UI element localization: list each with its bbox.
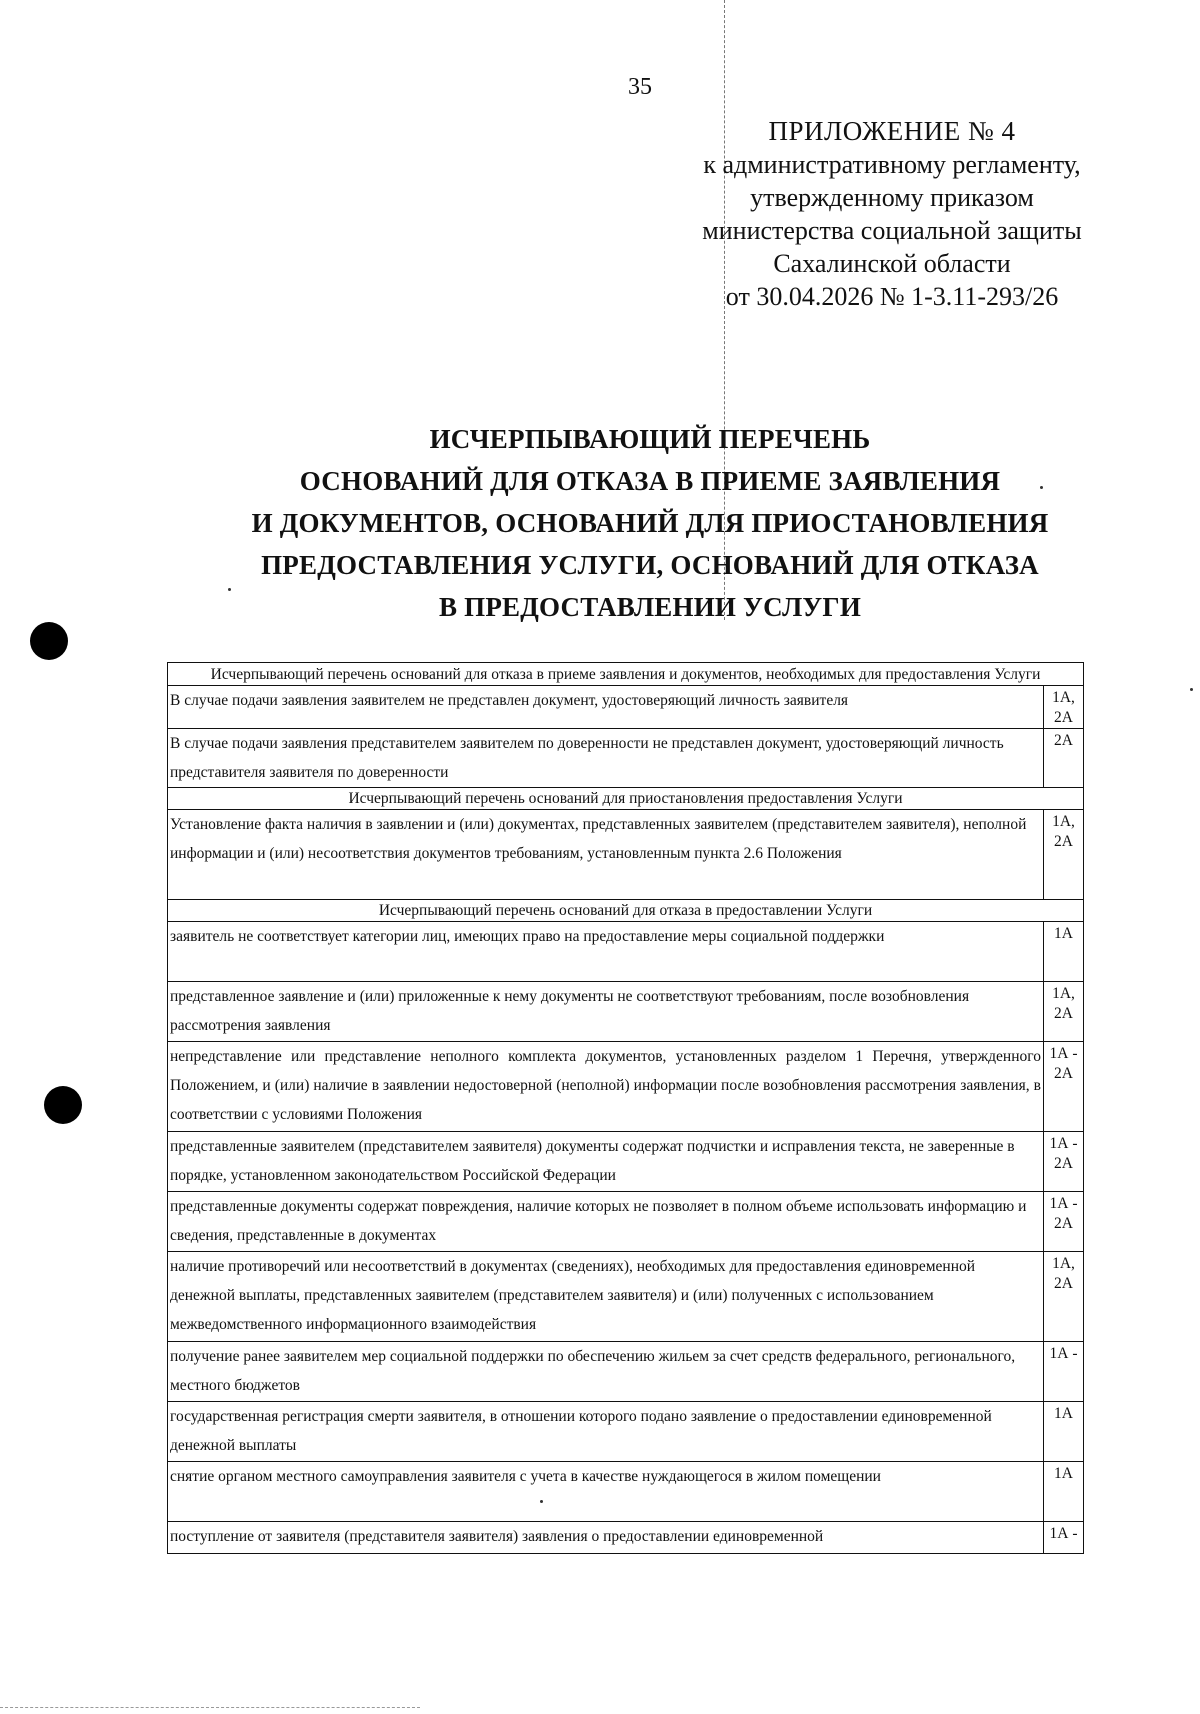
ground-code: 1А - bbox=[1044, 1522, 1084, 1554]
ground-code: 2А bbox=[1044, 729, 1084, 788]
scan-edge-line bbox=[0, 1707, 420, 1708]
table-row bbox=[168, 1462, 1084, 1522]
table-row bbox=[168, 1522, 1084, 1554]
ground-code: 1А, 2А bbox=[1044, 1252, 1084, 1342]
heading-line: ПРЕДОСТАВЛЕНИЯ УСЛУГИ, ОСНОВАНИЙ ДЛЯ ОТКАЗА bbox=[261, 550, 1039, 580]
scan-speck bbox=[228, 588, 231, 591]
ground-text: В случае подачи заявления представителем заявителем по доверенности не представлен документ, удостоверяющий личность представителя заявителя по доверенности bbox=[168, 729, 1044, 788]
ground-code: 1А, 2А bbox=[1044, 810, 1084, 900]
table-row bbox=[168, 1192, 1084, 1252]
ground-text: Установление факта наличия в заявлении и (или) документах, представленных заявителем (представителем заявителя), неполной информации и (или) несоответствия документов требованиям, установленным пункта 2.6 Положения bbox=[168, 810, 1044, 900]
appendix-line: к административному регламенту, bbox=[703, 150, 1081, 179]
ground-text: представленное заявление и (или) приложенные к нему документы не соответствуют требованиям, после возобновления рассмотрения заявления bbox=[168, 982, 1044, 1042]
table-row bbox=[168, 1042, 1084, 1132]
document-heading bbox=[150, 418, 1150, 628]
table-row bbox=[168, 1252, 1084, 1342]
ground-text: получение ранее заявителем мер социальной поддержки по обеспечению жильем за счет средств федерального, регионального, местного бюджетов bbox=[168, 1342, 1044, 1402]
heading-line: ОСНОВАНИЙ ДЛЯ ОТКАЗА В ПРИЕМЕ ЗАЯВЛЕНИЯ bbox=[299, 466, 1001, 496]
scan-speck bbox=[1190, 688, 1193, 691]
grounds-table bbox=[167, 662, 1084, 1554]
appendix-line: Сахалинской области bbox=[773, 249, 1011, 278]
table-row bbox=[168, 810, 1084, 900]
appendix-block bbox=[672, 115, 1112, 313]
ground-text: В случае подачи заявления заявителем не представлен документ, удостоверяющий личность заявителя bbox=[168, 686, 1044, 729]
ground-text: государственная регистрация смерти заявителя, в отношении которого подано заявление о предоставлении единовременной денежной выплаты bbox=[168, 1402, 1044, 1462]
table-row bbox=[168, 1402, 1084, 1462]
section-header-row bbox=[168, 663, 1084, 686]
punch-hole-mark bbox=[44, 1086, 82, 1124]
table-row bbox=[168, 1342, 1084, 1402]
ground-text: снятие органом местного самоуправления заявителя с учета в качестве нуждающегося в жилом помещении bbox=[168, 1462, 1044, 1522]
ground-text: представленные документы содержат повреждения, наличие которых не позволяет в полном объеме использовать информацию и сведения, представленные в документах bbox=[168, 1192, 1044, 1252]
ground-code: 1А bbox=[1044, 922, 1084, 982]
heading-line: И ДОКУМЕНТОВ, ОСНОВАНИЙ ДЛЯ ПРИОСТАНОВЛЕНИЯ bbox=[251, 508, 1049, 538]
ground-code: 1А - 2А bbox=[1044, 1192, 1084, 1252]
section-title: Исчерпывающий перечень оснований для отказа в предоставлении Услуги bbox=[168, 900, 1084, 922]
section-header-row bbox=[168, 900, 1084, 922]
table-row bbox=[168, 982, 1084, 1042]
table-row bbox=[168, 922, 1084, 982]
table-row bbox=[168, 729, 1084, 788]
ground-code: 1А, 2А bbox=[1044, 982, 1084, 1042]
ground-code: 1А - 2А bbox=[1044, 1132, 1084, 1192]
ground-text: непредставление или представление неполного комплекта документов, установленных разделом 1 Перечня, утвержденного Положением, и (или) наличие в заявлении недостоверной (неполной) информации после возобновления рассмотрения заявления, в соответствии с условиями Положения bbox=[168, 1042, 1044, 1132]
scan-speck bbox=[1040, 486, 1043, 489]
section-header-row bbox=[168, 788, 1084, 810]
appendix-line: утвержденному приказом bbox=[750, 183, 1034, 212]
appendix-line: министерства социальной защиты bbox=[702, 216, 1082, 245]
punch-hole-mark bbox=[30, 622, 68, 660]
appendix-title: ПРИЛОЖЕНИЕ № 4 bbox=[768, 116, 1016, 146]
section-title: Исчерпывающий перечень оснований для приостановления предоставления Услуги bbox=[168, 788, 1084, 810]
ground-code: 1А bbox=[1044, 1402, 1084, 1462]
ground-code: 1А - 2А bbox=[1044, 1042, 1084, 1132]
ground-code: 1А - bbox=[1044, 1342, 1084, 1402]
page-number: 35 bbox=[628, 74, 652, 100]
section-title: Исчерпывающий перечень оснований для отказа в приеме заявления и документов, необходимых для предоставления Услуги bbox=[168, 663, 1084, 686]
heading-line: ИСЧЕРПЫВАЮЩИЙ ПЕРЕЧЕНЬ bbox=[429, 424, 871, 454]
ground-text: представленные заявителем (представителем заявителя) документы содержат подчистки и исправления текста, не заверенные в порядке, установленном законодательством Российской Федерации bbox=[168, 1132, 1044, 1192]
table-row bbox=[168, 1132, 1084, 1192]
ground-text: поступление от заявителя (представителя заявителя) заявления о предоставлении единовременной bbox=[168, 1522, 1044, 1554]
heading-line: В ПРЕДОСТАВЛЕНИИ УСЛУГИ bbox=[438, 592, 862, 622]
ground-code: 1А, 2А bbox=[1044, 686, 1084, 729]
ground-text: наличие противоречий или несоответствий в документах (сведениях), необходимых для предоставления единовременной денежной выплаты, представленных заявителем (представителем заявителя) и (или) полученных с использованием межведомственного информационного взаимодействия bbox=[168, 1252, 1044, 1342]
table-row bbox=[168, 686, 1084, 729]
ground-code: 1А bbox=[1044, 1462, 1084, 1522]
appendix-line: от 30.04.2026 № 1-3.11-293/26 bbox=[725, 282, 1059, 311]
ground-text: заявитель не соответствует категории лиц, имеющих право на предоставление меры социальной поддержки bbox=[168, 922, 1044, 982]
